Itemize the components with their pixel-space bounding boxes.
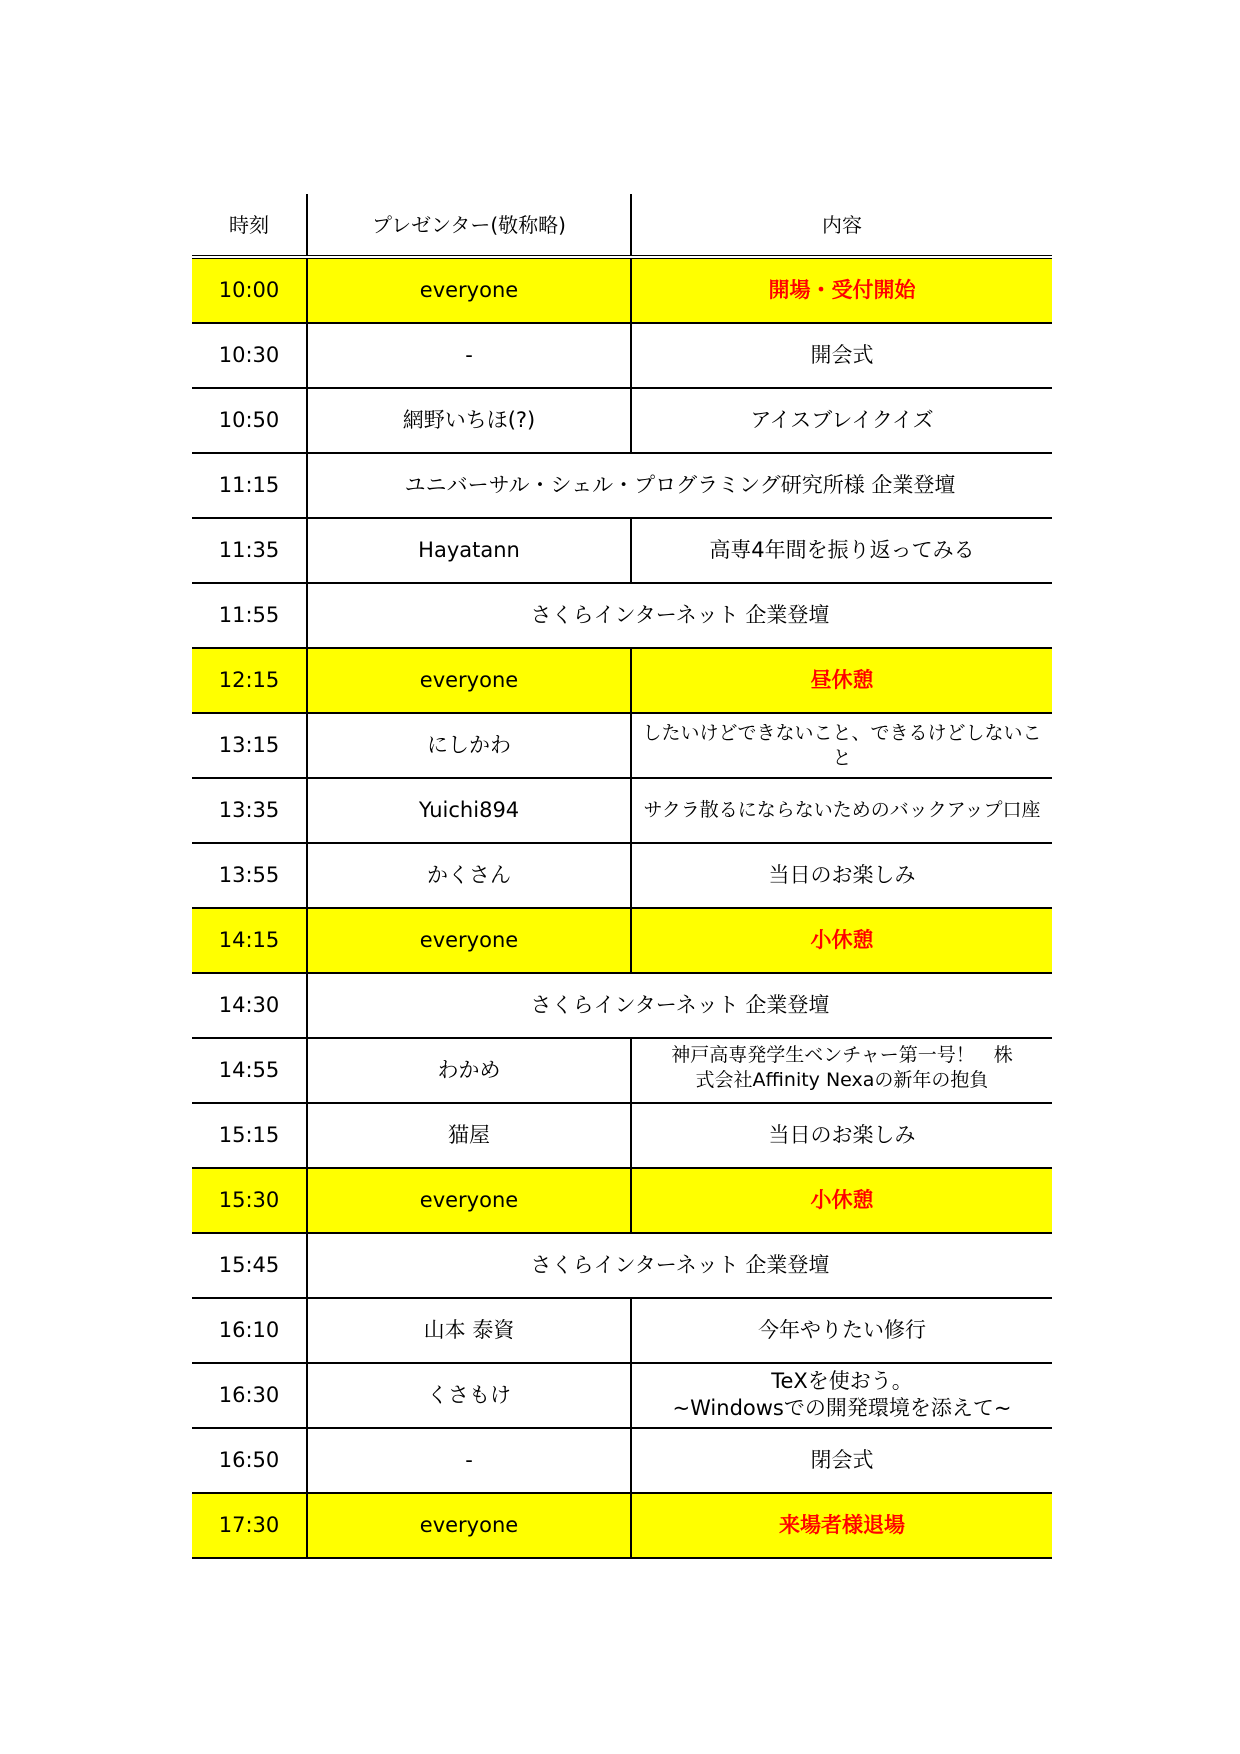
time-cell: 11:55 xyxy=(192,584,308,647)
content-cell: サクラ散るにならないためのバックアップ口座 xyxy=(643,799,1041,822)
table-row xyxy=(192,259,1052,324)
time-cell: 16:30 xyxy=(192,1364,308,1427)
presenter-cell: everyone xyxy=(308,649,632,712)
header-time: 時刻 xyxy=(192,194,308,255)
time-cell: 17:30 xyxy=(192,1494,308,1557)
presenter-cell: Yuichi894 xyxy=(308,779,632,842)
table-row xyxy=(192,519,1052,584)
content-cell: さくらインターネット 企業登壇 xyxy=(530,602,830,627)
table-row xyxy=(192,649,1052,714)
time-cell: 14:30 xyxy=(192,974,308,1037)
table-header xyxy=(192,194,1052,259)
table-row xyxy=(192,1364,1052,1429)
presenter-cell: everyone xyxy=(308,1169,632,1232)
time-cell: 10:50 xyxy=(192,389,308,452)
content-cell: 高専4年間を振り返ってみる xyxy=(709,537,975,562)
presenter-cell: くさもけ xyxy=(308,1364,632,1427)
table-row xyxy=(192,454,1052,519)
time-cell: 16:10 xyxy=(192,1299,308,1362)
content-cell: さくらインターネット 企業登壇 xyxy=(530,1252,830,1277)
time-cell: 11:35 xyxy=(192,519,308,582)
time-cell: 10:30 xyxy=(192,324,308,387)
time-cell: 15:30 xyxy=(192,1169,308,1232)
content-cell xyxy=(632,1364,1052,1427)
content-cell: 今年やりたい修行 xyxy=(758,1317,926,1342)
content-cell: 小休憩 xyxy=(810,1187,874,1212)
content-cell: さくらインターネット 企業登壇 xyxy=(530,992,830,1017)
header-presenter: プレゼンター(敬称略) xyxy=(308,194,632,255)
time-cell: 16:50 xyxy=(192,1429,308,1492)
presenter-cell: everyone xyxy=(308,259,632,322)
table-row xyxy=(192,389,1052,454)
content-cell: 昼休憩 xyxy=(810,667,874,692)
table-row xyxy=(192,1039,1052,1104)
content-cell: 来場者様退場 xyxy=(779,1512,905,1537)
presenter-cell: 山本 泰資 xyxy=(308,1299,632,1362)
table-row xyxy=(192,1104,1052,1169)
presenter-cell: - xyxy=(308,1429,632,1492)
presenter-cell: 網野いちほ(?) xyxy=(308,389,632,452)
table-row xyxy=(192,974,1052,1039)
table-row xyxy=(192,909,1052,974)
content-line-2: ~Windowsでの開発環境を添えて~ xyxy=(672,1396,1012,1421)
table-row xyxy=(192,714,1052,779)
table-row xyxy=(192,1169,1052,1234)
content-cell: 当日のお楽しみ xyxy=(768,1122,916,1147)
content-line-2: 式会社Affinity Nexaの新年の抱負 xyxy=(695,1068,989,1091)
content-cell: アイスブレイクイズ xyxy=(750,407,934,432)
content-line-1: 神戸高専発学生ベンチャー第一号！ 株 xyxy=(671,1044,1013,1066)
content-cell: 開場・受付開始 xyxy=(768,277,916,302)
time-cell: 15:15 xyxy=(192,1104,308,1167)
header-content: 内容 xyxy=(822,212,862,237)
content-cell: したいけどできないこと、できるけどしないこと xyxy=(642,721,1042,769)
presenter-cell: かくさん xyxy=(308,844,632,907)
presenter-cell: Hayatann xyxy=(308,519,632,582)
schedule-table xyxy=(192,194,1052,1559)
table-row xyxy=(192,584,1052,649)
presenter-cell: everyone xyxy=(308,909,632,972)
content-cell: 小休憩 xyxy=(810,927,874,952)
table-row xyxy=(192,1429,1052,1494)
presenter-cell: - xyxy=(308,324,632,387)
content-cell: 閉会式 xyxy=(810,1447,874,1472)
content-cell: ユニバーサル・シェル・プログラミング研究所様 企業登壇 xyxy=(404,472,956,497)
time-cell: 14:15 xyxy=(192,909,308,972)
time-cell: 12:15 xyxy=(192,649,308,712)
content-cell: 開会式 xyxy=(810,342,874,367)
time-cell: 14:55 xyxy=(192,1039,308,1102)
time-cell: 15:45 xyxy=(192,1234,308,1297)
table-row xyxy=(192,1234,1052,1299)
presenter-cell: 猫屋 xyxy=(308,1104,632,1167)
content-line-1: TeXを使おう。 xyxy=(771,1369,913,1393)
table-row xyxy=(192,1299,1052,1364)
presenter-cell: everyone xyxy=(308,1494,632,1557)
time-cell: 13:15 xyxy=(192,714,308,777)
table-row xyxy=(192,844,1052,909)
time-cell: 13:35 xyxy=(192,779,308,842)
time-cell: 13:55 xyxy=(192,844,308,907)
table-row xyxy=(192,324,1052,389)
time-cell: 10:00 xyxy=(192,259,308,322)
presenter-cell: わかめ xyxy=(308,1039,632,1102)
table-row xyxy=(192,1494,1052,1559)
content-cell: 当日のお楽しみ xyxy=(768,862,916,887)
content-cell xyxy=(632,1039,1052,1102)
presenter-cell: にしかわ xyxy=(308,714,632,777)
time-cell: 11:15 xyxy=(192,454,308,517)
table-row xyxy=(192,779,1052,844)
